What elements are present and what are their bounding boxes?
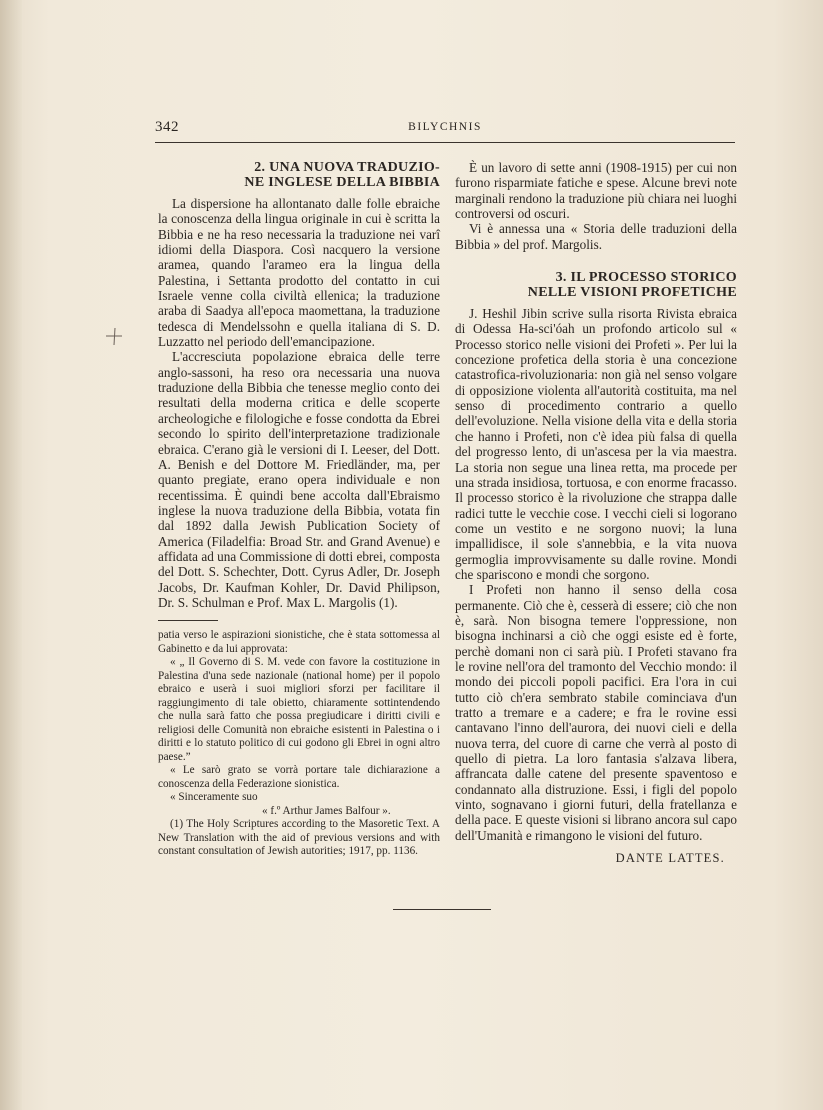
footnotes bbox=[158, 629, 440, 859]
pencil-cross-mark-icon bbox=[104, 326, 124, 346]
page-binding-edge bbox=[0, 0, 22, 1110]
section-title-translation bbox=[158, 160, 440, 190]
footnote-text: « „ Il Governo di S. M. vede con favore la costituzione in Palestina d'una sede nazionale (national home) per il popolo ebraico e userà i suoi migliori sforzi per facilitare il raggiungimento di tale obietto, chiaramente sottintendendo che nulla sarà fatto che possa pregiudicare i diritti civili e religiosi delle Comunità non ebraiche esistenti in Palestina o i diritti e lo statuto politico di cui godono gli Ebrei in ogni altro paese.” bbox=[158, 656, 440, 763]
section-title-line: NELLE VISIONI PROFETICHE bbox=[527, 285, 737, 301]
paragraph: I Profeti non hanno il senso della cosa permanente. Ciò che è, cesserà di essere; ciò che non è, sarà. Non bisogna temere l'oppressione, non bisogna inchinarsi a ciò che oggi esiste ed è forte, perchè domani non ci sarà più. I Profeti stavano fra le rovine nell'ora del tramonto del Vecchio mondo: il mondo dei piccoli popoli pacifici. Era l'ora in cui tutto ciò ch'era sembrato stabile cominciava d'un tratto a tremare e a cadere; e fra le rovine essi cantavano l'inno dell'aurora, dei nuovi cieli e della nuova terra, del cuore di carne che verrà al posto di quello di pietra. La loro fantasia s'alzava libera, affrancata dalle catene del presente spaventoso e condannato alla distruzione. Essi, i figli del popolo vinto, sognavano i giorni futuri, della fratellanza e della pace. E queste visioni si librano ancora sul capo dell'Umanità e rimangono le visioni del futuro. bbox=[455, 582, 737, 843]
footnote-citation: (1) The Holy Scriptures according to the Masoretic Text. A New Translation with the aid of previous versions and with constant consultation of Jewish autorities; 1917, pp. 1136. bbox=[158, 818, 440, 858]
footnote-text: « Sinceramente suo bbox=[170, 791, 258, 804]
author-signature: DANTE LATTES. bbox=[615, 851, 725, 866]
page-header bbox=[155, 118, 735, 143]
closing-rule bbox=[393, 909, 491, 910]
section-title-line: 3. IL PROCESSO STORICO bbox=[555, 270, 737, 286]
footnote-divider bbox=[158, 620, 218, 621]
paragraph: La dispersione ha allontanato dalle folle ebraiche la conoscenza della lingua originale in cui è scritta la Bibbia e ne ha reso necessaria la traduzione nei varî idiomi della Diaspora. Così nacquero la versione aramea, quando l'arameo era la lingua della Palestina, i Settanta prodotto del contatto in cui Israele venne colla civiltà ellenica; la traduzione araba di Saadya all'epoca maomettana, la traduzione tedesca di Mendelssohn e quella italiana di S. D. Luzzatto nel periodo dell'emancipazione. bbox=[158, 196, 440, 350]
section-title-line: NE INGLESE DELLA BIBBIA bbox=[244, 175, 440, 190]
paragraph: L'accresciuta popolazione ebraica delle terre anglo-sassoni, ha reso ora necessaria una nuova traduzione della Bibbia che tenesse meglio conto dei resultati della moderna critica e delle scoperte archeologiche e filologiche e fosse condotta da Ebrei secondo lo spirito dell'interpretazione tradizionale ebraica. C'erano già le versioni di I. Leeser, del Dott. A. Benish e del Dottore M. Friedländer, ma, per quanto pregiate, erano opera individuale e non recentissima. È quindi bene accolta dall'Ebraismo inglese la nuova traduzione della Bibbia, votata fin dal 1892 dalla Jewish Publication Society of America (Filadelfia: Broad Str. and Grand Avenue) e affidata ad una Commissione di dotti ebrei, composta del Dott. S. Schechter, Dott. Cyrus Adler, Dr. Joseph Jacobs, Dr. Kaufman Kohler, Dr. David Philipson, Dr. S. Schulman e Prof. Max L. Margolis (1). bbox=[158, 349, 440, 610]
section-title-prophetic bbox=[455, 270, 737, 300]
left-column bbox=[158, 160, 440, 859]
paragraph: È un lavoro di sette anni (1908-1915) per cui non furono risparmiate fatiche e spese. Alcune brevi note marginali rendono la traduzione più chiara nei luoghi controversi od oscuri. bbox=[455, 160, 737, 222]
footnote-text: patia verso le aspirazioni sionistiche, che è stata sottomessa al Gabinetto e da lui approvata: bbox=[158, 629, 440, 655]
page-number: 342 bbox=[155, 119, 179, 135]
running-title: BILYCHNIS bbox=[408, 121, 482, 133]
paragraph: Vi è annessa una « Storia delle traduzioni della Bibbia » del prof. Margolis. bbox=[455, 221, 737, 252]
paragraph: J. Heshil Jibin scrive sulla risorta Rivista ebraica di Odessa Ha-sci'óah un profondo articolo sul « Processo storico nelle visioni dei Profeti ». Per lui la concezione profetica della storia è una concezione catastrofica-rivoluzionaria: non già nel senso volgare di opposizione violenta all'autorità costituita, ma nel senso di procedimento contrario a quello dell'evoluzione. Nella visione della vita e della storia che hanno i Profeti, non c'è idea più falsa di quella del progresso lento, di un'ascesa per la via maestra. La storia non segue una linea retta, ma procede per una strada insidiosa, tortuosa, e con enorme fracasso. Il processo storico è la rivoluzione che strappa dalle radici tutte le vecchie cose. I vecchi cieli si logorano come un vestito e ne sorgono nuovi; la luna impallidisce, il sole s'annebbia, e la vita nuova germoglia improvvisamente su dalle rovine. Mondi che spariscono e mondi che sorgono. bbox=[455, 306, 737, 582]
section-title-line: 2. UNA NUOVA TRADUZIO- bbox=[254, 160, 440, 175]
footnote-text: « Le sarò grato se vorrà portare tale dichiarazione a conoscenza della Federazione sionistica. bbox=[158, 764, 440, 790]
footnote-signature: « f.º Arthur James Balfour ». bbox=[262, 804, 391, 817]
right-column bbox=[455, 160, 737, 866]
